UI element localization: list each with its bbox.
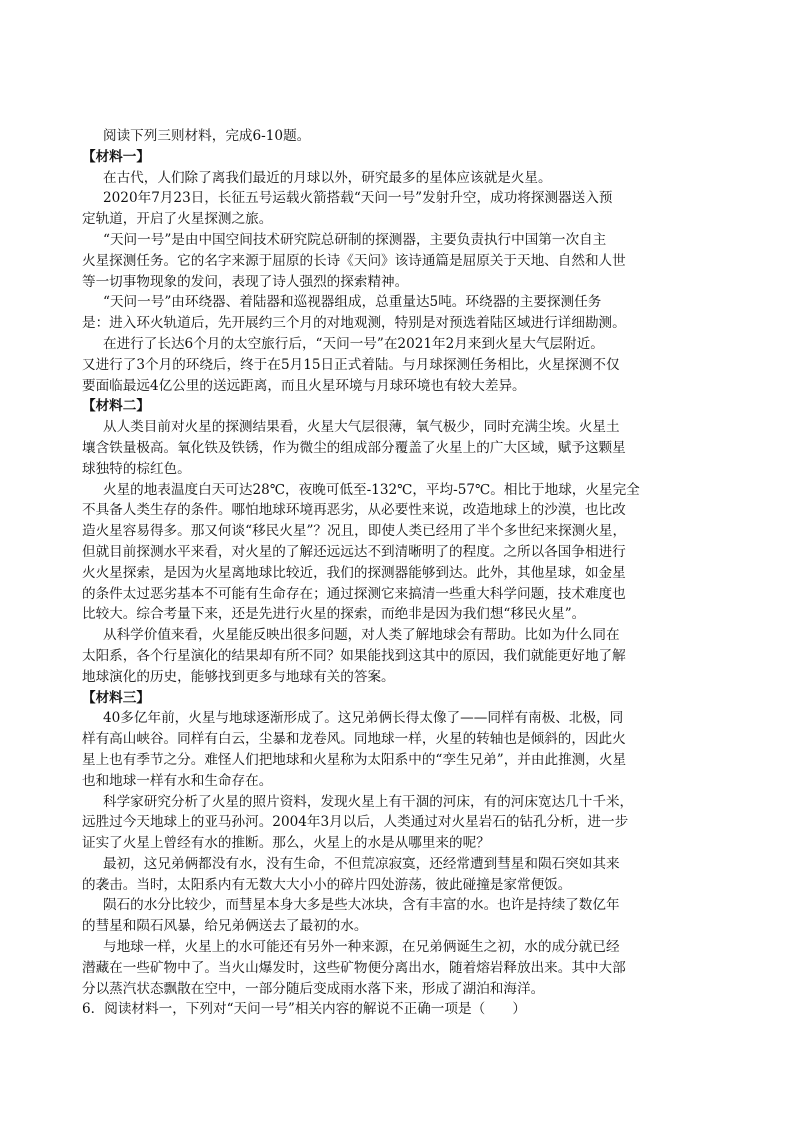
text-line: 球独特的棕红色。	[82, 460, 191, 477]
text-line: “天问一号”由环绕器、着陆器和巡视器组成，总重量达5吨。环绕器的主要探测任务	[103, 294, 602, 311]
text-line: 与地球一样，火星上的水可能还有另外一种来源，在兄弟俩诞生之初，水的成分就已经	[103, 939, 620, 956]
text-line: 要面临最远4亿公里的送远距离，而且火星环境与月球环境也有较大差异。	[82, 377, 526, 394]
text-line: 火星探测任务。它的名字来源于屈原的长诗《天问》该诗通篇是屈原关于天地、自然和人世	[82, 252, 626, 269]
text-line: 不具备人类生存的条件。哪怕地球环境再恶劣，从必要性来说，改造地球上的沙漠，也比改	[82, 502, 626, 519]
section-header: 【材料一】	[82, 148, 150, 165]
text-line: 等一切事物现象的发问，表现了诗人强烈的探索精神。	[82, 273, 409, 290]
text-line: 阅读下列三则材料，完成6-10题。	[103, 128, 311, 144]
text-line: 壤含铁量极高。氧化铁及铁锈，作为微尘的组成部分覆盖了火星上的广大区域，赋予这颗星	[82, 439, 626, 456]
text-line: 40多亿年前，火星与地球逐渐形成了。这兄弟俩长得太像了——同样有南极、北极，同	[103, 710, 624, 727]
text-line: 是：进入环火轨道后，先开展约三个月的对地观测，特别是对预选着陆区域进行详细勘测。	[82, 315, 626, 332]
text-line: 最初，这兄弟俩都没有水，没有生命，不但荒凉寂寞，还经常遭到彗星和陨石突如其来	[103, 855, 620, 872]
text-line: 从人类目前对火星的探测结果看，火星大气层很薄，氧气极少，同时充满尘埃。火星土	[103, 419, 620, 436]
text-line: 也和地球一样有水和生命存在。	[82, 772, 273, 789]
text-line: 2020年7月23日，长征五号运载火箭搭载“天问一号”发射升空，成功将探测器送入预	[103, 190, 613, 207]
text-line: 在古代，人们除了离我们最近的月球以外，研究最多的星体应该就是火星。	[103, 169, 552, 186]
text-line: 地球演化的历史，能够找到更多与地球有关的答案。	[82, 668, 395, 685]
text-line: 比较大。综合考量下来，还是先进行火星的探索，而绝非是因为我们想“移民火星”。	[82, 606, 586, 623]
text-line: 定轨道，开启了火星探测之旅。	[82, 211, 273, 228]
text-line: 6．阅读材料一，下列对“天问一号”相关内容的解说不正确一项是（ ）	[82, 1001, 526, 1018]
section-header: 【材料三】	[82, 689, 150, 706]
text-line: 造火星容易得多。那又何谈“移民火星”？况且，即使人类已经用了半个多世纪来探测火星，	[82, 523, 627, 540]
text-line: 星上也有季节之分。难怪人们把地球和火星称为太阳系中的“孪生兄弟”，并由此推测，火星	[82, 751, 627, 768]
text-line: 火星的地表温度白天可达28℃，夜晚可低至-132℃，平均-57℃。相比于地球，火星完全	[103, 481, 640, 498]
text-line: 潜藏在一些矿物中了。当火山爆发时，这些矿物便分离出水，随着熔岩释放出来。其中大部	[82, 959, 626, 976]
text-line: 的彗星和陨石风暴，给兄弟俩送去了最初的水。	[82, 918, 368, 935]
document-page	[82, 126, 712, 1020]
text-line: 科学家研究分析了火星的照片资料，发现火星上有干涸的河床，有的河床宽达几十千米，	[103, 793, 634, 810]
text-line: 火火星探索，是因为火星离地球比较近，我们的探测器能够到达。此外，其他星球，如金星	[82, 564, 626, 581]
text-line: 样有高山峡谷。同样有白云，尘暴和龙卷风。同地球一样，火星的转轴也是倾斜的，因此火	[82, 731, 626, 748]
text-line: “天问一号”是由中国空间技术研究院总研制的探测器，主要负责执行中国第一次自主	[103, 231, 607, 248]
text-line: 证实了火星上曾经有水的推断。那么，火星上的水是从哪里来的呢？	[82, 835, 490, 852]
text-line: 太阳系，各个行星演化的结果却有所不同？如果能找到这其中的原因，我们就能更好地了解	[82, 647, 626, 664]
text-line: 但就目前探测水平来看，对火星的了解还远远达不到清晰明了的程度。之所以各国争相进行	[82, 543, 626, 560]
text-line: 陨石的水分比较少，而彗星本身大多是些大冰块，含有丰富的水。也许是持续了数亿年	[103, 897, 620, 914]
text-line: 的条件太过恶劣基本不可能有生命存在；通过探测它来搞清一些重大科学问题，技术难度也	[82, 585, 626, 602]
text-line: 在进行了长达6个月的太空旅行后，“天问一号”在2021年2月来到火星大气层附近。	[103, 335, 604, 352]
text-line: 又进行了3个月的环绕后，终于在5月15日正式着陆。与月球探测任务相比，火星探测不仅	[82, 356, 620, 373]
text-line: 分以蒸汽状态飘散在空中，一部分随后变成雨水落下来，形成了湖泊和海洋。	[82, 980, 545, 997]
text-line: 远胜过今天地球上的亚马孙河。2004年3月以后，人类通过对火星岩石的钻孔分析，进一步	[82, 814, 629, 831]
section-header: 【材料二】	[82, 398, 150, 415]
text-line: 的袭击。当时，太阳系内有无数大大小小的碎片四处游荡，彼此碰撞是家常便饭。	[82, 876, 572, 893]
text-line: 从科学价值来看，火星能反映出很多问题，对人类了解地球会有帮助。比如为什么同在	[103, 627, 620, 644]
